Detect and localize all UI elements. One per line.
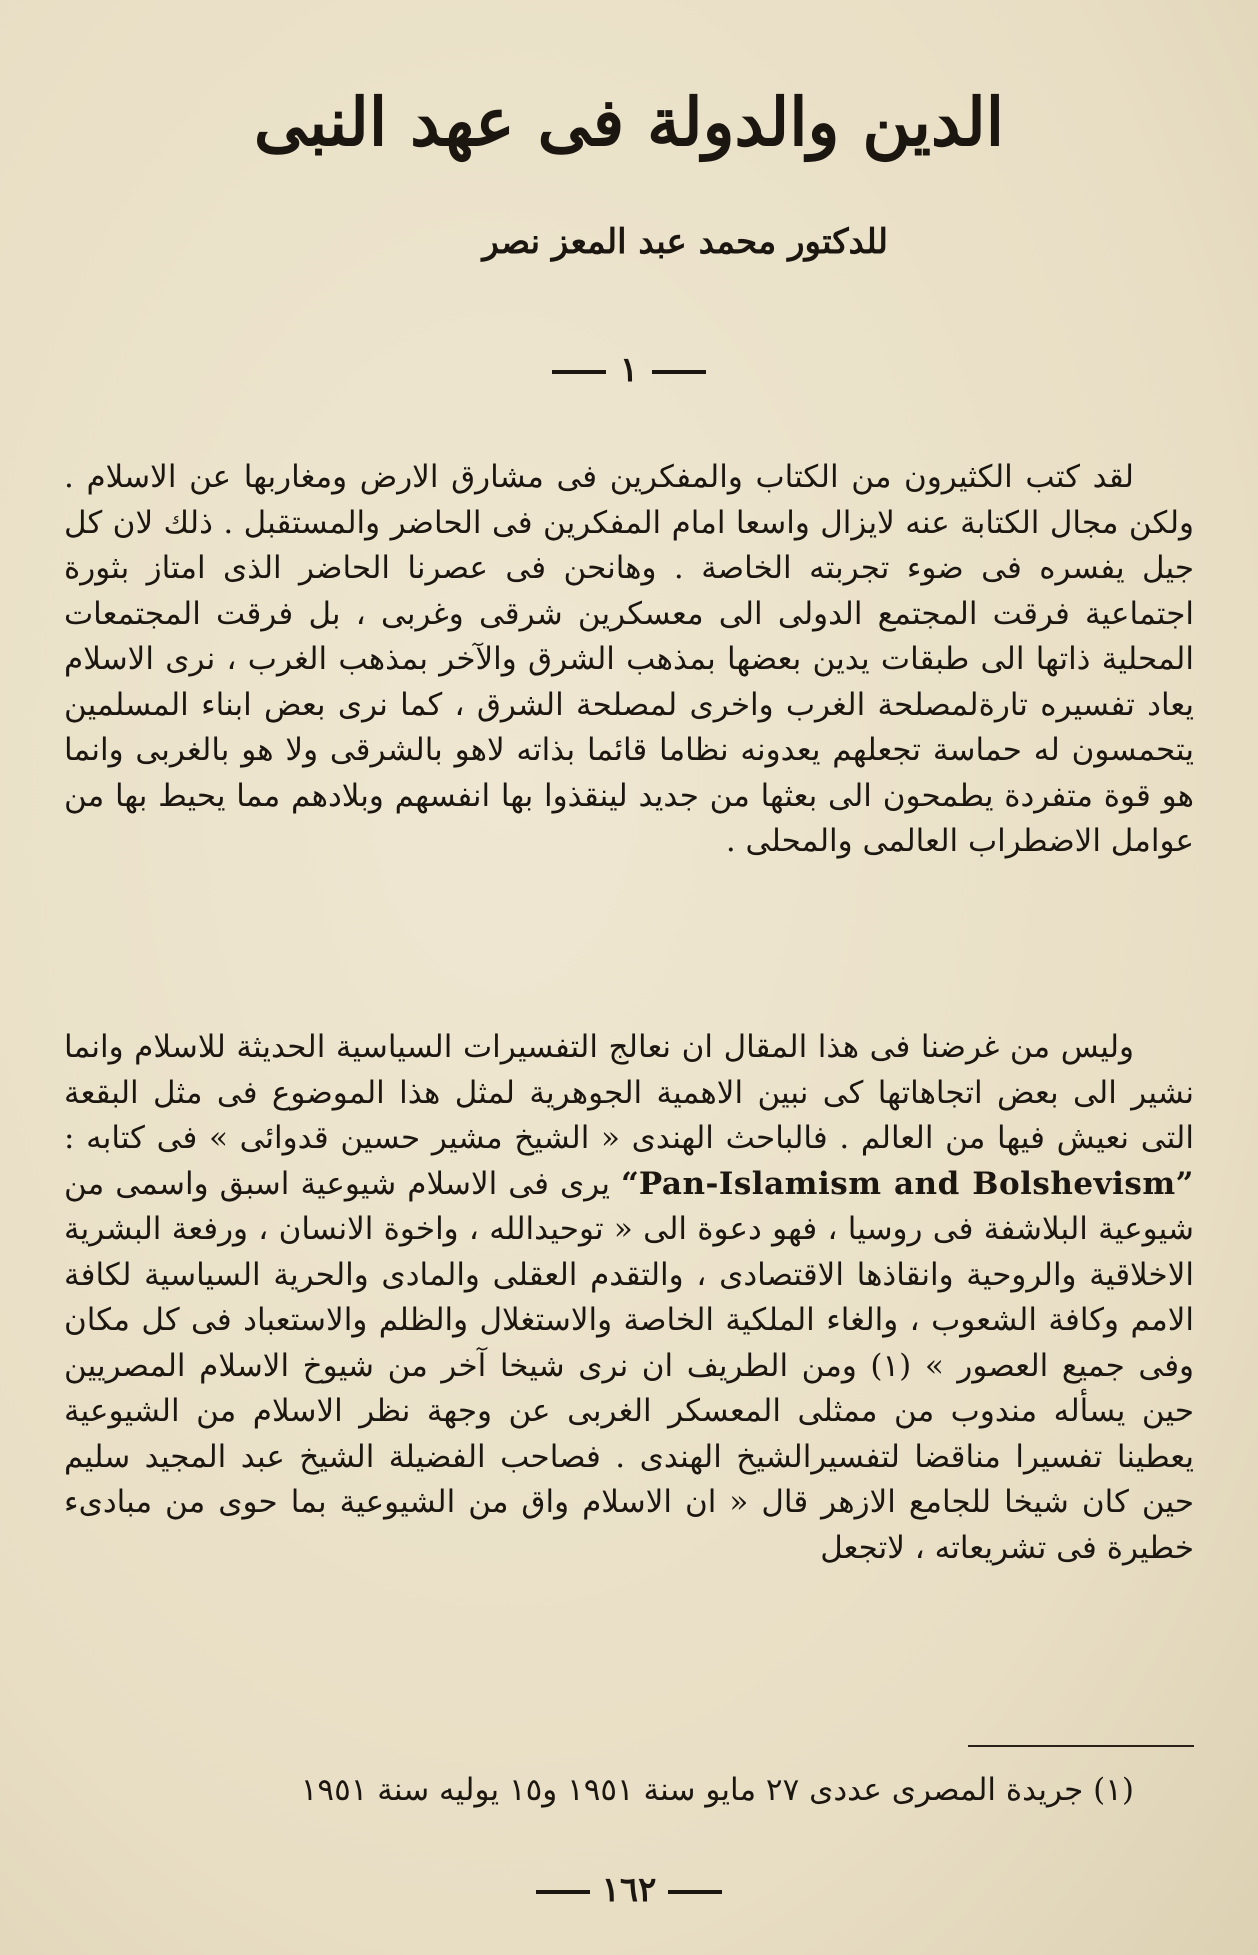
dash-decoration (536, 1890, 590, 1894)
page-number-value: ١٦٢ (601, 1870, 657, 1910)
dash-decoration (668, 1890, 722, 1894)
section-number (0, 350, 1258, 390)
paragraph-2-text-b: يرى فى الاسلام شيوعية اسبق واسمى من شيوعية البلاشفة فى روسيا ، فهو دعوة الى « توحيدالله ، واخوة الانسان ، ورفعة البشرية الاخلاقية والروحية وانقاذها الاقتصادى ، والتقدم العقلى والمادى والحرية السياسية لكافة الامم وكافة الشعوب ، والغاء الملكية الخاصة والاستغلال والظلم والاستعباد فى كل مكان وفى جميع العصور » (١) ومن الطريف ان نرى شيخا آخر من شيوخ الاسلام المصريين حين يسأله مندوب من ممثلى المعسكر الغربى عن وجهة نظر الاسلام من الشيوعية يعطينا تفسيرا مناقضا لتفسيرالشيخ الهندى . فصاحب الفضيلة الشيخ عبد المجيد سليم حين كان شيخا للجامع الازهر قال « ان الاسلام واق من الشيوعية بما حوى من مبادىء خطيرة فى تشريعاته ، لاتجعل (64, 1165, 1194, 1566)
article-author: للدكتور محمد عبد المعز نصر (482, 222, 888, 262)
footnote-rule (968, 1745, 1194, 1747)
dash-decoration (552, 370, 606, 374)
paragraph-1-text: لقد كتب الكثيرون من الكتاب والمفكرين فى مشارق الارض ومغاربها عن الاسلام . ولكن مجال الكتابة عنه لايزال واسعا امام المفكرين فى الحاضر والمستقبل . ذلك لان كل جيل يفسره فى ضوء تجربته الخاصة . وهانحن فى عصرنا الحاضر الذى امتاز بثورة اجتماعية فرقت المجتمع الدولى الى معسكرين شرقى وغربى ، بل فرقت المجتمعات المحلية ذاتها الى طبقات يدين بعضها بمذهب الشرق والآخر بمذهب الغرب ، نرى الاسلام يعاد تفسيره تارةلمصلحة الغرب واخرى لمصلحة الشرق ، كما نرى بعض ابناء المسلمين يتحمسون له حماسة تجعلهم يعدونه نظاما قائما بذاته لاهو بالشرقى ولا هو بالغربى وانما هو قوة متفردة يطمحون الى بعثها من جديد لينقذوا بها انفسهم وبلادهم مما يحيط بها من عوامل الاضطراب العالمى والمحلى . (64, 459, 1194, 859)
book-title-latin: “Pan-Islamism and Bolshevism” (621, 1165, 1194, 1202)
article-title: الدين والدولة فى عهد النبى (253, 83, 1005, 161)
section-number-value: ١ (619, 350, 639, 390)
footnote: (١) جريدة المصرى عددى ٢٧ مايو سنة ١٩٥١ و١٥ يوليه سنة ١٩٥١ (300, 1772, 1134, 1808)
paragraph-1 (64, 455, 1194, 865)
paragraph-2-text-a: وليس من غرضنا فى هذا المقال ان نعالج التفسيرات السياسية الحديثة للاسلام وانما نشير الى بعض اتجاهاتها كى نبين الاهمية الجوهرية لمثل هذا الموضوع فى مثل البقعة التى نعيش فيها من العالم . فالباحث الهندى « الشيخ مشير حسين قدوائى » فى كتابه : (64, 1029, 1194, 1156)
dash-decoration (652, 370, 706, 374)
paragraph-2 (64, 1025, 1194, 1571)
page-number (0, 1870, 1258, 1910)
